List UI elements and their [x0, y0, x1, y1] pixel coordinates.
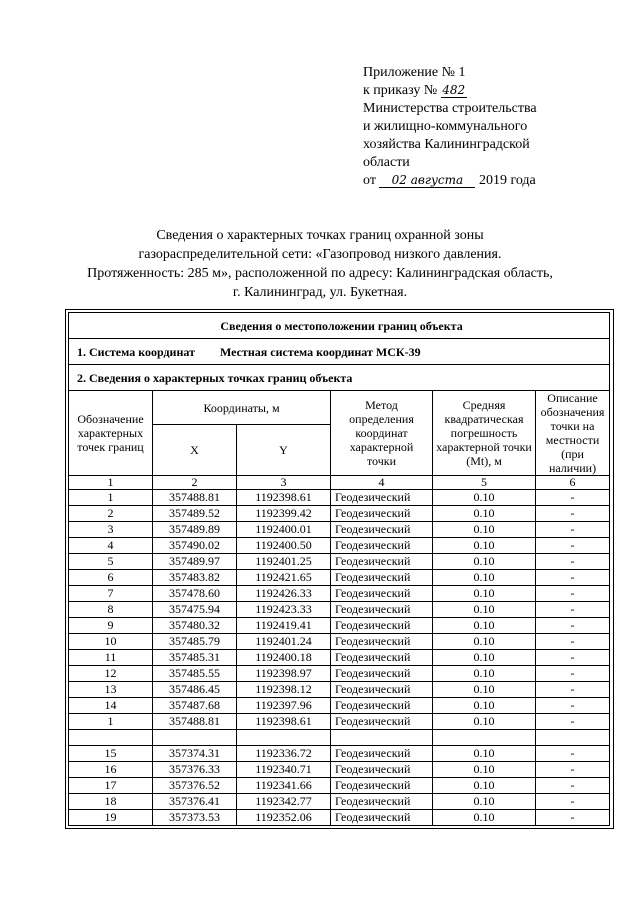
table-row [69, 714, 610, 730]
order-reference [363, 82, 613, 100]
accuracy: 0.10 [433, 778, 536, 794]
coord-y: 1192398.12 [237, 682, 331, 698]
point-number: 1 [69, 490, 153, 506]
table-row [69, 682, 610, 698]
accuracy: 0.10 [433, 506, 536, 522]
accuracy: 0.10 [433, 618, 536, 634]
accuracy: 0.10 [433, 554, 536, 570]
table-row [69, 666, 610, 682]
accuracy: 0.10 [433, 666, 536, 682]
table-row [69, 810, 610, 826]
heading-line-3: Протяженность: 285 м», расположенной по адресу: Калининградская область, [87, 266, 553, 281]
method: Геодезический [331, 682, 433, 698]
description: - [536, 762, 610, 778]
point-number: 14 [69, 698, 153, 714]
coord-x: 357489.97 [153, 554, 237, 570]
table-row [69, 746, 610, 762]
point-number: 17 [69, 778, 153, 794]
column-number: 6 [536, 476, 610, 490]
method: Геодезический [331, 666, 433, 682]
point-number [69, 730, 153, 746]
coord-x: 357489.89 [153, 522, 237, 538]
order-number-handwritten: 482 [442, 83, 466, 97]
accuracy [433, 730, 536, 746]
description: - [536, 714, 610, 730]
description: - [536, 538, 610, 554]
appendix-block [363, 64, 613, 190]
accuracy: 0.10 [433, 538, 536, 554]
table-row [69, 586, 610, 602]
column-number: 5 [433, 476, 536, 490]
coord-y: 1192352.06 [237, 810, 331, 826]
accuracy: 0.10 [433, 650, 536, 666]
coord-x: 357480.32 [153, 618, 237, 634]
table-row [69, 490, 610, 506]
coord-y: 1192419.41 [237, 618, 331, 634]
method: Геодезический [331, 538, 433, 554]
description: - [536, 666, 610, 682]
boundary-table-frame [65, 309, 614, 829]
table-row [69, 570, 610, 586]
accuracy: 0.10 [433, 570, 536, 586]
coord-x: 357489.52 [153, 506, 237, 522]
point-number: 15 [69, 746, 153, 762]
method: Геодезический [331, 490, 433, 506]
point-number: 10 [69, 634, 153, 650]
point-number: 8 [69, 602, 153, 618]
point-number: 7 [69, 586, 153, 602]
description: - [536, 794, 610, 810]
coord-y: 1192341.66 [237, 778, 331, 794]
coord-y: 1192400.01 [237, 522, 331, 538]
table-row [69, 634, 610, 650]
column-numbers-row [69, 476, 610, 490]
method: Геодезический [331, 522, 433, 538]
coord-y: 1192398.61 [237, 490, 331, 506]
description: - [536, 522, 610, 538]
description: - [536, 778, 610, 794]
accuracy: 0.10 [433, 634, 536, 650]
coord-y: 1192399.42 [237, 506, 331, 522]
accuracy: 0.10 [433, 794, 536, 810]
coord-x: 357374.31 [153, 746, 237, 762]
method: Геодезический [331, 602, 433, 618]
description: - [536, 586, 610, 602]
method: Геодезический [331, 698, 433, 714]
coord-y: 1192340.71 [237, 762, 331, 778]
table-row [69, 538, 610, 554]
method: Геодезический [331, 810, 433, 826]
coord-x: 357475.94 [153, 602, 237, 618]
description: - [536, 634, 610, 650]
date-handwritten: 02 августа [379, 173, 475, 188]
accuracy: 0.10 [433, 522, 536, 538]
point-number: 4 [69, 538, 153, 554]
description: - [536, 698, 610, 714]
accuracy: 0.10 [433, 714, 536, 730]
heading-line-4: г. Калининград, ул. Букетная. [232, 285, 408, 300]
coord-x: 357490.02 [153, 538, 237, 554]
accuracy: 0.10 [433, 810, 536, 826]
method [331, 730, 433, 746]
method: Геодезический [331, 746, 433, 762]
header-coordinates: Координаты, м [153, 391, 331, 425]
point-number: 3 [69, 522, 153, 538]
table-row-blank [69, 730, 610, 746]
accuracy: 0.10 [433, 682, 536, 698]
method: Геодезический [331, 506, 433, 522]
method: Геодезический [331, 554, 433, 570]
description [536, 730, 610, 746]
coord-y: 1192426.33 [237, 586, 331, 602]
coord-y: 1192401.24 [237, 634, 331, 650]
point-number: 9 [69, 618, 153, 634]
header-y: Y [237, 425, 331, 476]
accuracy: 0.10 [433, 762, 536, 778]
coord-x: 357487.68 [153, 698, 237, 714]
table-row [69, 762, 610, 778]
accuracy: 0.10 [433, 698, 536, 714]
point-number: 13 [69, 682, 153, 698]
coord-x: 357488.81 [153, 490, 237, 506]
order-date [363, 172, 613, 190]
coord-x: 357483.82 [153, 570, 237, 586]
method: Геодезический [331, 778, 433, 794]
coord-y: 1192398.61 [237, 714, 331, 730]
header-method: Метод определения координат характерной точки [331, 391, 433, 476]
column-number: 1 [69, 476, 153, 490]
header-accuracy: Средняя квадратическая погрешность характерной точки (Mt), м [433, 391, 536, 476]
date-prefix: от [363, 173, 376, 188]
coord-x: 357485.79 [153, 634, 237, 650]
table-row [69, 522, 610, 538]
coord-y: 1192400.50 [237, 538, 331, 554]
document-heading [40, 226, 600, 302]
table-row [69, 698, 610, 714]
accuracy: 0.10 [433, 586, 536, 602]
coordinate-system-value: Местная система координат МСК-39 [219, 344, 421, 359]
section-2-title: 2. Сведения о характерных точках границ объекта [69, 365, 610, 391]
column-number: 4 [331, 476, 433, 490]
order-prefix: к приказу № [363, 83, 438, 98]
coord-x: 357376.41 [153, 794, 237, 810]
coord-y: 1192400.18 [237, 650, 331, 666]
coord-y: 1192423.33 [237, 602, 331, 618]
description: - [536, 746, 610, 762]
accuracy: 0.10 [433, 746, 536, 762]
accuracy: 0.10 [433, 490, 536, 506]
table-row [69, 602, 610, 618]
method: Геодезический [331, 570, 433, 586]
coord-y: 1192421.65 [237, 570, 331, 586]
table-row [69, 650, 610, 666]
accuracy: 0.10 [433, 602, 536, 618]
description: - [536, 506, 610, 522]
column-number: 2 [153, 476, 237, 490]
ministry-line-3: хозяйства Калининградской [363, 137, 530, 152]
point-number: 18 [69, 794, 153, 810]
point-number: 11 [69, 650, 153, 666]
table-row [69, 794, 610, 810]
method: Геодезический [331, 794, 433, 810]
description: - [536, 618, 610, 634]
table-row [69, 778, 610, 794]
date-suffix: 2019 года [478, 173, 536, 188]
table-row [69, 554, 610, 570]
coordinate-system-row [69, 339, 610, 365]
coord-x: 357478.60 [153, 586, 237, 602]
heading-line-2: газораспределительной сети: «Газопровод низкого давления. [138, 247, 502, 262]
method: Геодезический [331, 762, 433, 778]
point-number: 16 [69, 762, 153, 778]
coord-y [237, 730, 331, 746]
coord-x: 357376.33 [153, 762, 237, 778]
method: Геодезический [331, 714, 433, 730]
method: Геодезический [331, 586, 433, 602]
point-number: 1 [69, 714, 153, 730]
coord-y: 1192336.72 [237, 746, 331, 762]
table-title: Сведения о местоположении границ объекта [69, 313, 610, 339]
description: - [536, 650, 610, 666]
coord-x: 357376.52 [153, 778, 237, 794]
description: - [536, 810, 610, 826]
method: Геодезический [331, 634, 433, 650]
header-point: Обозначение характерных точек границ [69, 391, 153, 476]
table-row [69, 618, 610, 634]
coord-y: 1192401.25 [237, 554, 331, 570]
point-number: 2 [69, 506, 153, 522]
coord-x: 357373.53 [153, 810, 237, 826]
header-description: Описание обозначения точки на местности (при наличии) [536, 391, 610, 476]
description: - [536, 490, 610, 506]
point-number: 12 [69, 666, 153, 682]
header-x: X [153, 425, 237, 476]
coord-y: 1192398.97 [237, 666, 331, 682]
table-row [69, 506, 610, 522]
coord-x: 357485.31 [153, 650, 237, 666]
description: - [536, 554, 610, 570]
coord-x: 357488.81 [153, 714, 237, 730]
appendix-title: Приложение № 1 [363, 65, 466, 80]
ministry-line-2: и жилищно-коммунального [363, 119, 528, 134]
method: Геодезический [331, 618, 433, 634]
coord-x: 357485.55 [153, 666, 237, 682]
boundary-points-table [68, 312, 610, 826]
method: Геодезический [331, 650, 433, 666]
coordinate-system-label: 1. Система координат [77, 344, 195, 359]
column-number: 3 [237, 476, 331, 490]
coord-y: 1192397.96 [237, 698, 331, 714]
ministry-line-1: Министерства строительства [363, 101, 537, 116]
description: - [536, 570, 610, 586]
coord-y: 1192342.77 [237, 794, 331, 810]
description: - [536, 602, 610, 618]
point-number: 5 [69, 554, 153, 570]
coord-x: 357486.45 [153, 682, 237, 698]
ministry-line-4: области [363, 155, 410, 170]
point-number: 19 [69, 810, 153, 826]
coord-x [153, 730, 237, 746]
description: - [536, 682, 610, 698]
heading-line-1: Сведения о характерных точках границ охранной зоны [156, 228, 484, 243]
point-number: 6 [69, 570, 153, 586]
